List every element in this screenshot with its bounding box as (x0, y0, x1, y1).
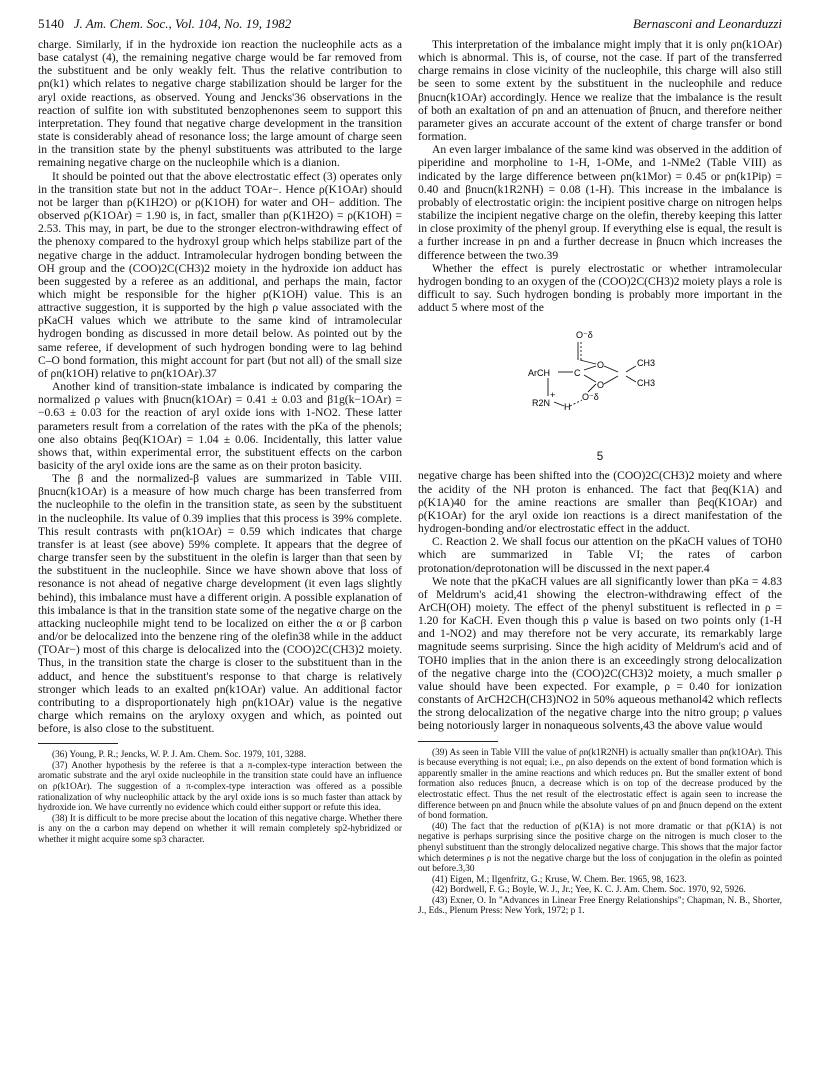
atom-label: CH3 (637, 358, 656, 369)
running-header (38, 16, 782, 34)
adduct-structure-diagram (518, 320, 678, 448)
left-column (38, 38, 402, 846)
footnote: (43) Exner, O. In "Advances in Linear Free Energy Relationships"; Chapman, N. B., Shorter, J., Eds., Plenum Press: New York, 1972; p 1. (418, 895, 782, 917)
footnote: (41) Eigen, M.; Ilgenfritz, G.; Kruse, W. Chem. Ber. 1965, 98, 1623. (432, 874, 687, 885)
paragraph: Another kind of transition-state imbalance is indicated by comparing the normalized ρ values with βnucn(k1OAr) = 0.41 ± 0.03 and β1g(k−1OAr) = −0.63 ± 0.03 for the reaction of aryl oxide ions with 1-NO2. These latter parameters result from a correlation of the rates with the pKa of the phenols; one also obtains βeq(K1OAr) = 1.04 ± 0.06. Incidentally, this latter value shows that, within experimental error, the substituent effects on the carbon basicity of the aryl oxide ions are the same as on their proton basicity. (38, 380, 402, 472)
atom-label: C (574, 368, 581, 379)
paragraph: Whether the effect is purely electrostatic or whether intramolecular hydrogen bonding to an oxygen of the (COO)2C(CH3)2 moiety plays a role is difficult to say. Such hydrogen bonding is probably more important in the adduct 5 where most of the (418, 261, 782, 315)
atom-label: R2N (532, 398, 551, 409)
atom-label: O (597, 380, 605, 391)
atom-label: O⁻δ (576, 330, 593, 341)
structure-figure (418, 320, 782, 448)
compound-number: 5 (596, 450, 604, 464)
right-column (418, 38, 782, 917)
footnote-divider (418, 741, 498, 742)
paragraph: An even larger imbalance of the same kind was observed in the addition of piperidine and morpholine to 1-H, 1-OMe, and 1-NMe2 (Table VIII) as indicated by the large difference between ρn(k1Mor) = 0.45 or ρn(k1Pip) = 0.40 and βnucn(k1R2NH) = 0.08 (1-H). This increase in the imbalance is probably of electrostatic origin: the incipient positive charge on nitrogen helps stabilize the incipient negative charge on the olefin, thereby keeping this latter in close proximity of the phenyl group. If everything else is equal, the result is a further increase in ρn and a further decrease in βnucn which increases the difference between the two.39 (418, 143, 782, 262)
section-paragraph: C. Reaction 2. We shall focus our attention on the pKaCH values of TOH0 which are summarized in Table VI; the rates of carbon protonation/deprotonation will be discussed in the next paper.4 (418, 535, 782, 575)
footnote: (40) The fact that the reduction of ρ(K1A) is not more dramatic or that ρ(K1A) is not negative is perhaps surprising since the positive charge on the nitrogen is much closer to the phenyl substituent than the strongly delocalized negative charge. This shows that the major factor which determines ρ is not the negative charge but the loss of conjugation in the olefin as pointed out before.3,30 (418, 821, 782, 875)
paragraph: This interpretation of the imbalance might imply that it is only ρn(k1OAr) which is abnormal. This is, of course, not the case. If part of the transferred charge remains in close vicinity of the nucleophile, this charge will also still be seen to some extent by the substituent in the nucleophile and reduce βnucn(k1OAr) accordingly. Hence we realize that the imbalance is the result of both an exaltation of ρn and an attenuation of βnucn, and therefore neither parameter gives an accurate account of the extent of charge transfer or bond formation. (418, 38, 782, 144)
atom-label: H (564, 402, 571, 413)
atom-label: O⁻δ (582, 392, 599, 403)
paragraph: charge. Similarly, if in the hydroxide ion reaction the nucleophile acts as a base catalyst (4), the remaining negative charge would be far removed from the substituent and be only weakly felt. Thus the relative contribution to ρn(k1) which relates to negative charge stabilization should be larger for the aryl oxide reactions, as observed. Young and Jencks'36 observations in the reaction of sulfite ion with substituted benzophenones seem to support this interpretation. They found that negative charge development in the transition state is considerably ahead of resonance loss; the large amount of charge seen in the transition state by the phenyl substituents was attributed to the large remaining negative charge on the nucleophile which is a dianion. (38, 38, 402, 170)
footnote: (39) As seen in Table VIII the value of ρn(k1R2NH) is actually smaller than ρn(k1OAr). This is because everything is not equal; i.e., ρn also depends on the extent of bond formation which is apparently smaller in the amine reactions and which reduces ρn. But the smaller extent of bond formation also reduces βnucn, a decrease which is on top of the decrease produced by the electrostatic effect. Thus the net result of the electrostatic effect is again seen to increase the difference between ρn and βnucn while the absolute values of ρn and βnucn depend on the extent of bond formation. (418, 747, 782, 822)
atom-label: ArCH (528, 368, 550, 379)
atom-label: CH3 (637, 378, 656, 389)
footnote-divider (38, 743, 118, 744)
atom-label: + (550, 390, 556, 401)
footnote: (42) Bordwell, F. G.; Boyle, W. J., Jr.; Yee, K. C. J. Am. Chem. Soc. 1970, 92, 5926. (432, 885, 746, 896)
paragraph: The β and the normalized-β values are summarized in Table VIII. βnucn(k1OAr) is a measure of how much charge has been transferred from the nucleophile to the olefin in the transition state, as seen by the substituent in the nucleophile. Its value of 0.39 implies that this process is 39% complete. This result contrasts with ρn(k1OAr) = 0.59 which indicates that charge transfer is at least (see above) 59% complete. It appears that the degree of charge transfer seen by the substituent in the olefin is larger than that seen by the substituent in the nucleophile. Since we have shown above that loss of resonance is not ahead of negative charge development (it even lags slightly behind), this imbalance must have a different origin. A possible explanation of this imbalance is that in the transition state some of the negative charge on the attacking nucleophile might tend to be localized on either the α or β carbon and/or be delocalized into the benzene ring of the olefin38 while in the adduct (TOAr−) most of this charge is delocalized into the (COO)2C(CH3)2 moiety. Thus, in the transition state the charge is closer to the substituent than in the adduct, and hence the substituent's response to that charge is relatively stronger which leads to an exalted ρn(k1OAr) value. An additional factor contributing to a disproportionately high ρn(k1OAr) value is the negative charge which remains on the aryloxy oxygen and which, as pointed out before, is also close to the substituent. (38, 472, 402, 736)
page-number: 5140 (38, 16, 64, 31)
footnote: (38) It is difficult to be more precise about the location of this negative charge. Whether there is any on the α carbon may depend on whether it will remain completely sp2-hybridized or whether it might acquire some sp3 character. (38, 813, 402, 846)
footnote: (37) Another hypothesis by the referee is that a π-complex-type interaction between the aromatic substrate and the aryl oxide nucleophile in the transition state could have an influence on ρ(k1OAr). The suggestion of a π-complex-type interaction was offered as a possible rationalization of why nucleophilic attack by the aryl oxide ions is so much faster than attack by hydroxide ion. We have currently no evidence which could either support or refute this idea. (38, 760, 402, 814)
paragraph: negative charge has been shifted into the (COO)2C(CH3)2 moiety and where the acidity of the NH proton is enhanced. The fact that βeq(K1A) and ρ(K1A)40 for the amine reactions are smaller than βeq(K1OAr) and ρ(K1OAr) for the aryl oxide ion reactions is a direct manifestation of the hydrogen-bonding and/or electrostatic effect in the adduct. (418, 469, 782, 536)
header-left (38, 16, 291, 32)
paragraph: It should be pointed out that the above electrostatic effect (3) operates only in the transition state but not in the adduct TOAr−. Hence ρ(K1OAr) should not be larger than ρ(K1H2O) or ρ(K1OH) for water and OH− addition. The observed ρ(K1OAr) = 1.90 is, in fact, smaller than ρ(K1H2O) = ρ(K1OH) = 2.53. This may, in part, be due to the stronger electron-withdrawing effect of the phenoxy compared to the hydroxyl group which helps stabilize part of the negative charge in the adduct. Intramolecular hydrogen bonding between the OH group and the (COO)2C(CH3)2 moiety in the hydroxide ion adduct has been suggested by a referee as an additional, and perhaps the main, factor which might be responsible for the higher ρ(K1OH) value. This is an attractive suggestion, it is supported by the high ρ value associated with the pKaCH values which we attribute to the same kind of intramolecular hydrogen bonding as discussed in more detail below. As pointed out by the same referee, if development of such hydrogen bonding were to lag behind C–O bond formation, this might account for part (but not all) of the small size of ρn(k1OH) relative to ρn(k1OAr).37 (38, 169, 402, 380)
footnote: (36) Young, P. R.; Jencks, W. P. J. Am. Chem. Soc. 1979, 101, 3288. (52, 750, 306, 761)
journal-citation: J. Am. Chem. Soc., Vol. 104, No. 19, 1982 (73, 16, 292, 31)
header-authors: Bernasconi and Leonarduzzi (632, 16, 782, 31)
atom-label: O (597, 360, 605, 371)
paragraph: We note that the pKaCH values are all significantly lower than pKa = 4.83 of Meldrum's acid,41 showing the electron-withdrawing effect of the ArCH(OH) moiety. The effect of the phenyl substituent is reflected in ρ = 1.20 for KaCH. Even though this ρ value is based on two points only (1-H and 1-NO2) and may therefore not be very accurate, its remarkably large magnitude seems surprising. Since the high acidity of Meldrum's acid and of TOH0 implies that in the anion there is an exceedingly strong delocalization of the negative charge into the (COO)2C(CH3)2 moiety, a much smaller ρ value should have been expected. For example, ρ = 0.40 for ionization constants of ArCH2CH(CH3)NO2 in 50% aqueous methanol42 which reflects the strong delocalization of the negative charge into the nitro group; ρ values being notoriously larger in nonaqueous solvents,43 the above value would (418, 574, 782, 733)
